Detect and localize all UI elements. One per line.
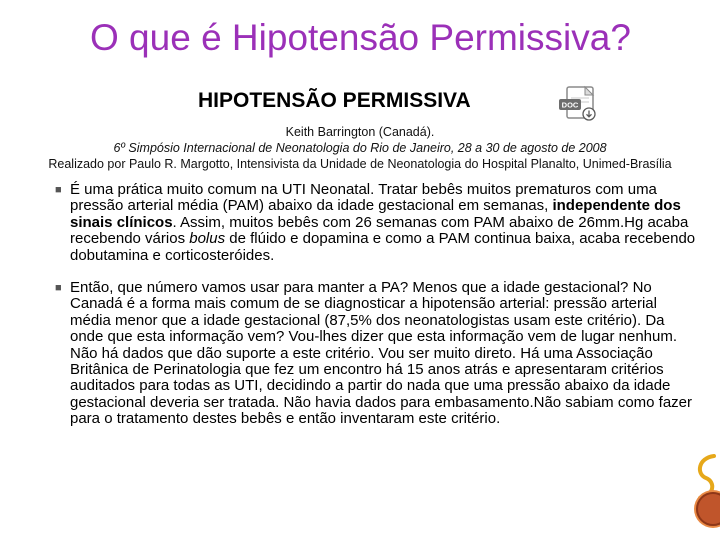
- bullet-paragraph-1: [55, 182, 700, 264]
- paragraph-1-italic: bolus: [189, 230, 226, 248]
- slide-content: [55, 182, 700, 444]
- document-icon[interactable]: [555, 84, 601, 124]
- paragraph-1-text-c: de flúido e dopamina e como a PAM continua baixa, acaba recebendo dobutamina e corticosteróides.: [70, 230, 696, 264]
- nav-button[interactable]: [696, 492, 720, 526]
- bullet-icon: ■: [55, 184, 62, 196]
- doc-icon-label: DOC: [561, 100, 579, 110]
- paragraph-1-bold: independente dos sinais clínicos: [70, 197, 681, 231]
- credits-producer: Realizado por Paulo R. Margotto, Intensivista da Unidade de Neonatologia do Hospital Planalto, Unimed-Brasília: [48, 157, 672, 171]
- bullet-icon: ■: [55, 282, 62, 295]
- slide-title: O que é Hipotensão Permissiva?: [90, 17, 631, 58]
- paragraph-1-text-a: É uma prática muito comum na UTI Neonatal. Tratar bebês muitos prematuros com uma pressão arterial média (PAM) abaixo da idade gestacional em semanas,: [70, 181, 657, 215]
- bullet-paragraph-2: [55, 280, 700, 428]
- paragraph-1-text-b: . Assim, muitos bebês com 26 semanas com PAM abaixo de 26mm.Hg acaba recebendo vários: [70, 213, 689, 248]
- credits-event: 6º Simpósio Internacional de Neonatologia do Rio de Janeiro, 28 a 30 de agosto de 2008: [113, 141, 607, 155]
- credits-author: Keith Barrington (Canadá).: [285, 125, 435, 139]
- credits-block: [0, 124, 720, 172]
- slide-subtitle: HIPOTENSÃO PERMISSIVA: [198, 89, 471, 112]
- paragraph-2-text: Então, que número vamos usar para manter a PA? Menos que a idade gestacional? No Canadá é a forma mais comum de se diagnosticar a hipotensão arterial: pressão arterial média menor que a idade gestacional (87,5% dos neonatologistas usam este critério). Da onde que esta informação vem? Vou-lhes dizer que esta informação vem de lugar nenhum. Não há dados que dão suporte a este critério. Vou ser muito direto. Há uma Associação Britânica de Perinatologia que fez um encontro há 15 anos atrás e apresentaram critérios auditados para todas as UTI, decidindo a partir do nada que uma pressão abaixo da idade gestacional deveria ser tratada. Não havia dados para embasamento.Não sabiam como fazer para o tratamento destes bebês e então inventaram este critério.: [70, 279, 693, 428]
